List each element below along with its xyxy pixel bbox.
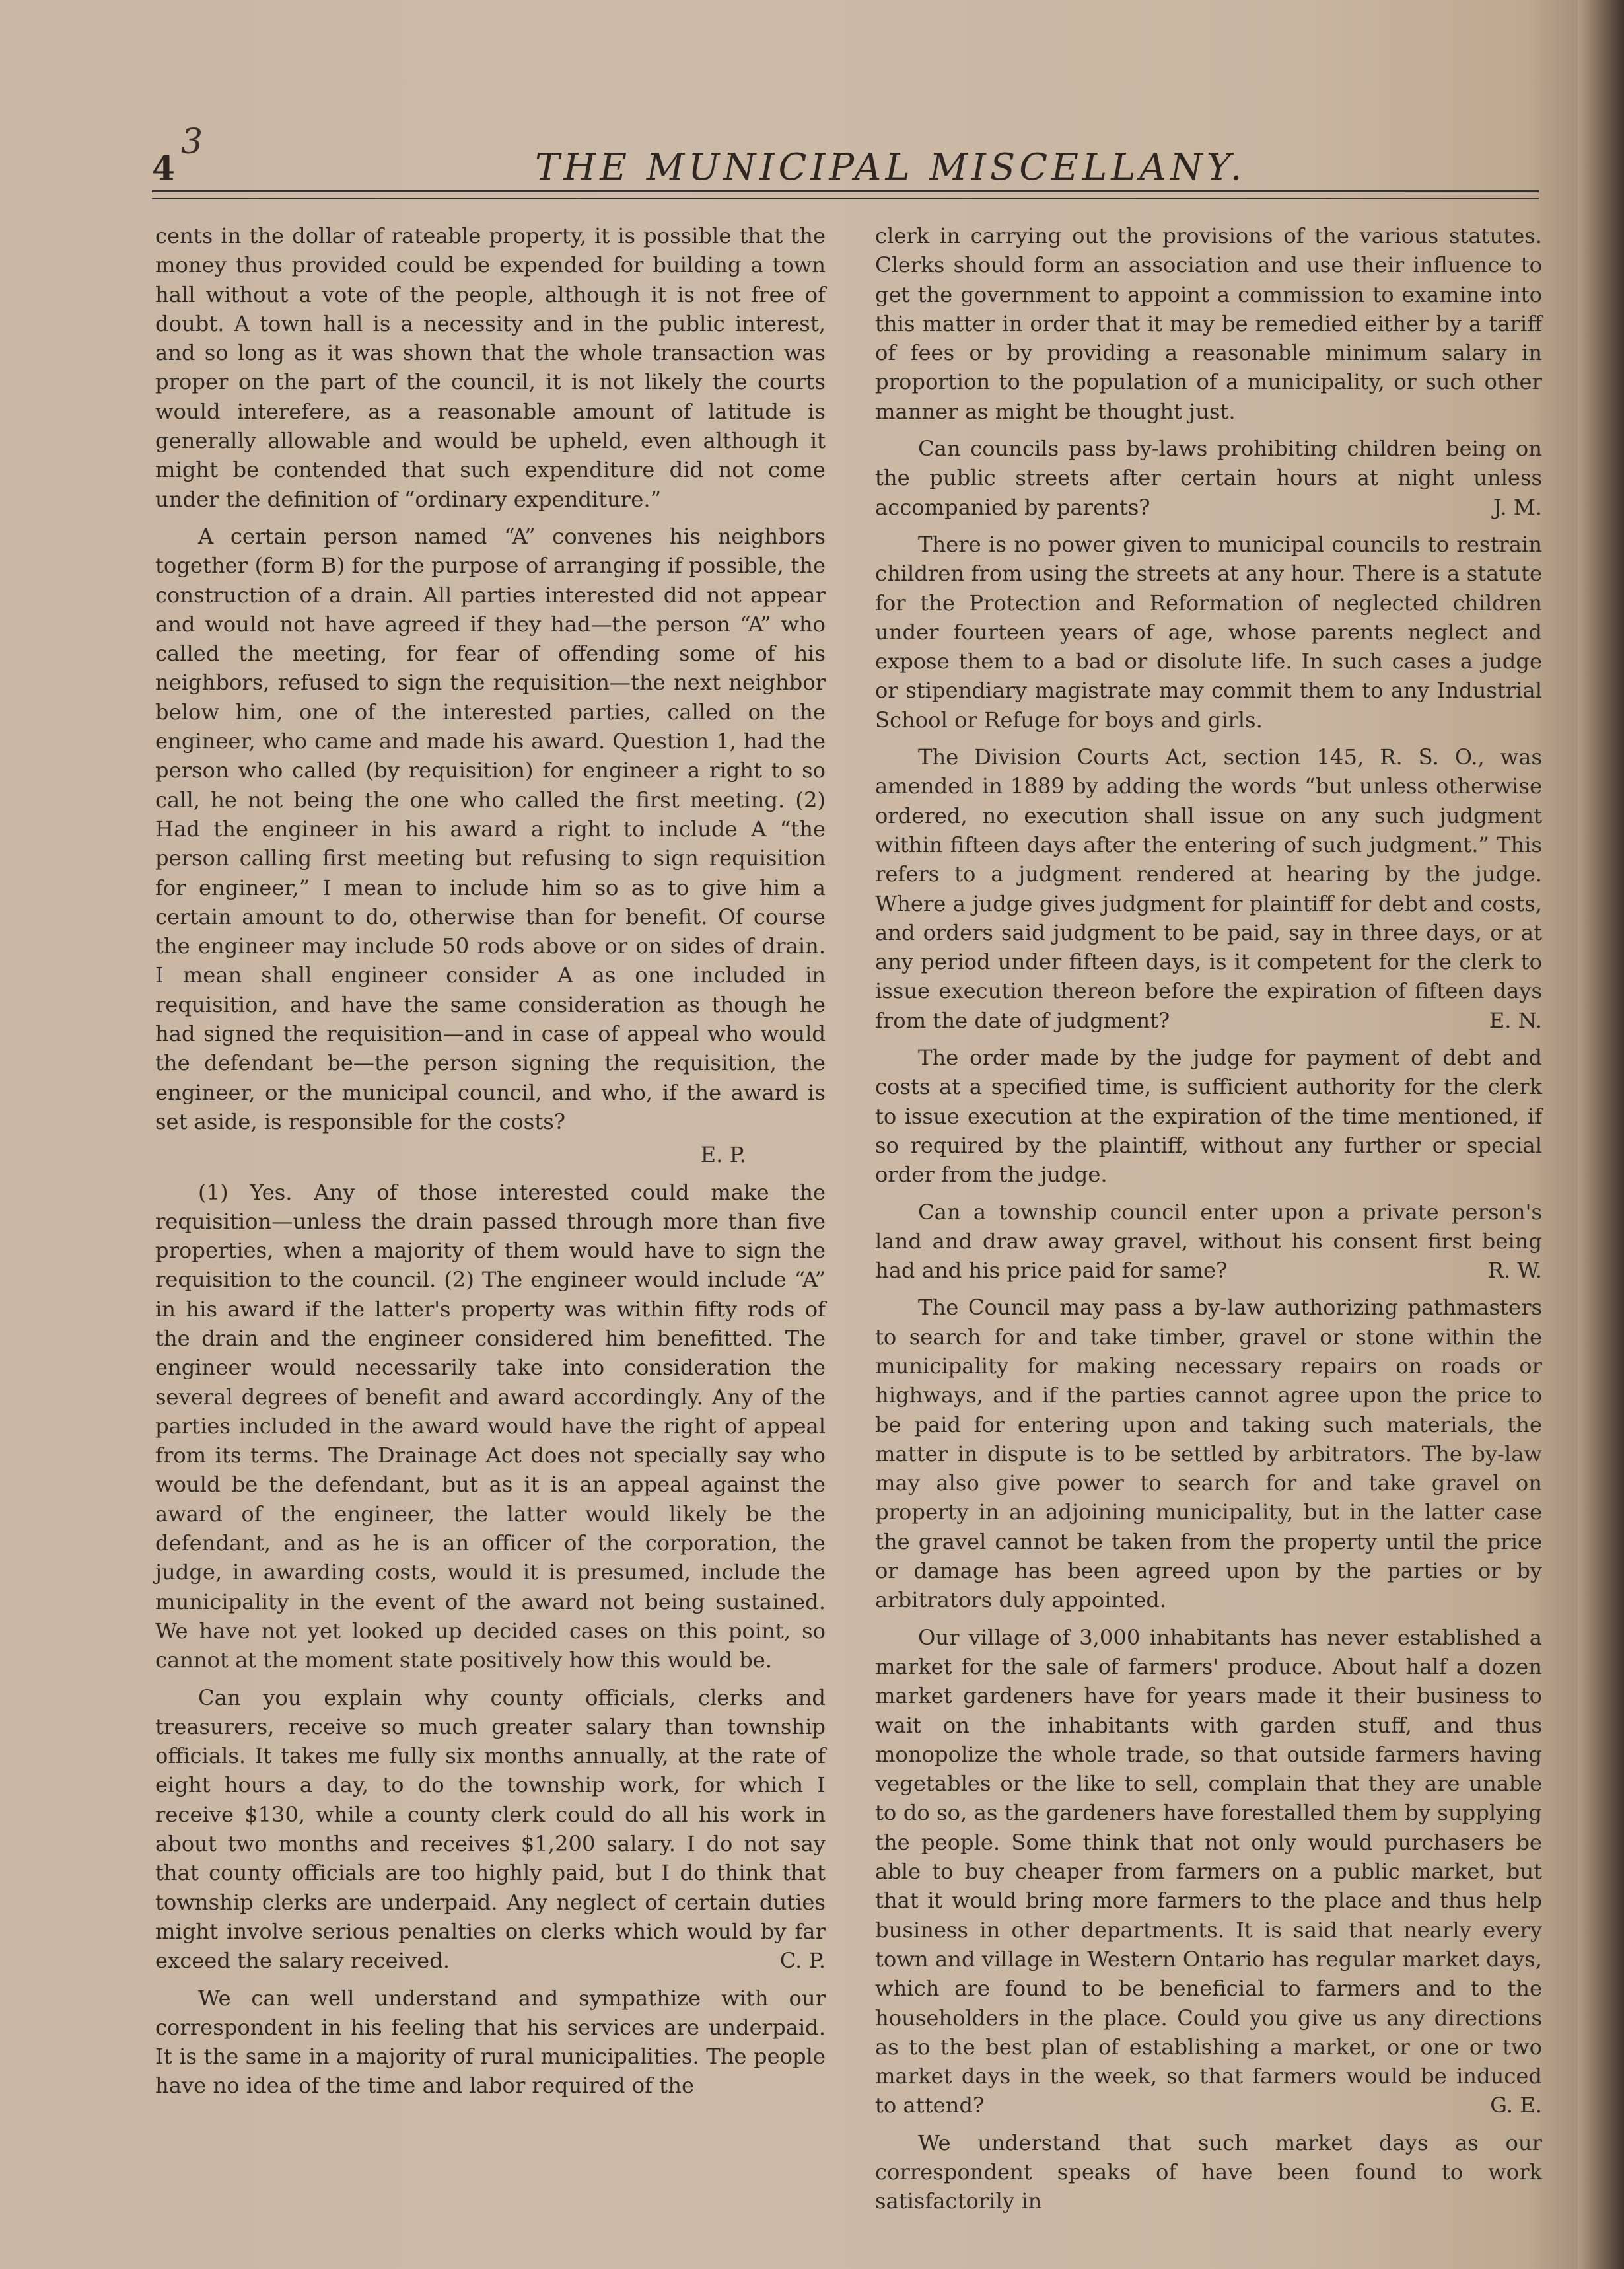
right-signature-en: E. N. [1489, 1007, 1542, 1033]
right-paragraph-7: The Council may pass a by-law authorizing pathmasters to search for and take timber, gravel or stone within the municipality for making necessary repairs on roads or highways, and if the parties cannot agree upon the price to be paid for entering upon and taking such materials, the matter in dispute is to be settled by arbitrators. The by-law may also give power to search for and take gravel on property in an adjoining municipality, but in the latter case the gravel cannot be taken from the property until the price or damage has been agreed upon by the parties or by arbitrators duly appointed. [875, 1295, 1542, 1613]
right-paragraph-4 [875, 742, 1542, 1035]
page-number-handwritten-annotation: 3 [181, 122, 203, 162]
right-paragraph-2 [875, 434, 1542, 522]
right-paragraph-8-text: Our village of 3,000 inhabitants has never established a market for the sale of farmers' produce. About half a dozen market gardeners have for years made it their business to wait on the inhabitants with garden stuff, and thus monopolize the whole trade, so that outside farmers having vegetables or the like to sell, complain that they are unable to do so, as the gardeners have forestalled them by supplying the people. Some think that not only would purchasers be able to buy cheaper from farmers on a public market, but that it would bring more farmers to the place and thus help business in other departments. It is said that nearly every town and village in Western Ontario has regular market days, which are found to be beneficial to farmers and to the householders in the place. Could you give us any directions as to the best plan of establishing a market, or one or two market days in the week, so that farmers would be induced to attend? [875, 1624, 1542, 2118]
right-paragraph-3: There is no power given to municipal councils to restrain children from using the streets at any hour. There is a statute for the Protection and Reformation of neglected children under fourteen years of age, whose parents neglect and expose them to a bad or disolute life. In such cases a judge or stipendiary magistrate may commit them to any Industrial School or Refuge for boys and girls. [875, 531, 1542, 733]
journal-title: THE MUNICIPAL MISCELLANY. [535, 146, 1246, 189]
left-paragraph-2: A certain person named “A” convenes his neighbors together (form B) for the purpose of arranging if possible, the construction of a drain. All parties interested did not appear and would not have agreed if they had—the person “A” who called the meeting, for fear of offending some of his neighbors, refused to sign the requisition—the next neighbor below him, one of the interested parties, called on the engineer, who came and made his award. Question 1, had the person who called (by requisition) for engineer a right to so call, he not being the one who called the first meeting. (2) Had the engineer in his award a right to include A “the person calling first meeting but refusing to sign requisition for engineer,” I mean to include him so as to give him a certain amount to do, otherwise than for benefit. Of course the engineer may include 50 rods above or on sides of drain. I mean shall engineer consider A as one included in requisition, and have the same consideration as though he had signed the requisition—and in case of appeal who would the defendant be—the person signing the requisition, the engineer, or the municipal council, and who, if the award is set aside, is responsible for the costs? [155, 523, 826, 1134]
book-spine-edge [1578, 0, 1624, 2269]
left-paragraph-1: cents in the dollar of rateable property, it is possible that the money thus provided could be expended for building a town hall without a vote of the people, although it is not free of doubt. A town hall is a necessity and in the public interest, and so long as it was shown that the whole transaction was proper on the part of the council, it is not likely the courts would interefere, as a reasonable amount of latitude is generally allowable and would be upheld, even although it might be contended that such expenditure did not come under the definition of “ordinary expenditure.” [155, 223, 826, 512]
left-paragraph-4 [155, 1683, 826, 1976]
right-paragraph-1: clerk in carrying out the provisions of the various statutes. Clerks should form an association and use their influence to get the government to appoint a commission to examine into this matter in order that it may be remedied either by a tariff of fees or by providing a reasonable minimum salary in proportion to the population of a municipality, or such other manner as might be thought just. [875, 223, 1542, 424]
right-paragraph-4-text: The Division Courts Act, section 145, R. S. O., was amended in 1889 by adding the words “but unless otherwise ordered, no execution shall issue on any such judgment within fifteen days after the entering of such judgment.” This refers to a judgment rendered at hearing by the judge. Where a judge gives judgment for plaintiff for debt and costs, and orders said judgment to be paid, say in three days, or at any period under fifteen days, is it competent for the clerk to issue execution thereon before the expiration of fifteen days from the date of judgment? [875, 744, 1542, 1033]
left-paragraph-3: (1) Yes. Any of those interested could make the requisition—unless the drain passed through more than five properties, when a majority of them would have to sign the requisition to the council. (2) The engineer would include “A” in his award if the latter's property was within fifty rods of the drain and the engineer considered him benefitted. The engineer would necessarily take into consideration the several degrees of benefit and award accordingly. Any of the parties included in the award would have the right of appeal from its terms. The Drainage Act does not specially say who would be the defendant, but as it is an appeal against the award of the engineer, the latter would likely be the defendant, and as he is an officer of the corporation, the judge, in awarding costs, would it is presumed, include the municipality in the event of the award not being sustained. We have not yet looked up decided cases on this point, so cannot at the moment state positively how this would be. [155, 1179, 826, 1673]
right-paragraph-9: We understand that such market days as our correspondent speaks of have been found to work satisfactorily in [875, 2130, 1542, 2214]
right-signature-jm: J. M. [1493, 494, 1542, 520]
right-paragraph-6-text: Can a township council enter upon a private person's land and draw away gravel, without his consent first being had and his price paid for same? [875, 1199, 1542, 1283]
right-paragraph-8 [875, 1623, 1542, 2120]
right-paragraph-6 [875, 1198, 1542, 1285]
page-number: 4 [152, 149, 175, 188]
right-paragraph-2-text: Can councils pass by-laws prohibiting children being on the public streets after certain hours at night unless accompanied by parents? [875, 436, 1542, 520]
right-signature-ge: G. E. [1490, 2093, 1542, 2118]
left-signature-ep: E. P. [700, 1142, 746, 1168]
header-rule-bottom [152, 198, 1539, 199]
left-signature-cp: C. P. [779, 1948, 826, 1974]
left-paragraph-5: We can well understand and sympathize with our correspondent in his feeling that his services are underpaid. It is the same in a majority of rural municipalities. The people have no idea of the time and labor required of the [155, 1985, 826, 2099]
page-header [152, 122, 1545, 188]
right-column [875, 221, 1542, 2224]
left-column [155, 221, 826, 2108]
right-paragraph-5: The order made by the judge for payment of debt and costs at a specified time, is sufficient authority for the clerk to issue execution at the expiration of the time mentioned, if so required by the plaintiff, without any further or special order from the judge. [875, 1045, 1542, 1188]
header-rule-top [152, 190, 1539, 192]
left-paragraph-4-text: Can you explain why county officials, clerks and treasurers, receive so much greater salary than township officials. It takes me fully six months annually, at the rate of eight hours a day, to do the township work, for which I receive $130, while a county clerk could do all his work in about two months and receives $1,200 salary. I do not say that county officials are too highly paid, but I do think that township clerks are underpaid. Any neglect of certain duties might involve serious penalties on clerks which would by far exceed the salary received. [155, 1684, 826, 1974]
right-signature-rw: R. W. [1487, 1258, 1542, 1283]
